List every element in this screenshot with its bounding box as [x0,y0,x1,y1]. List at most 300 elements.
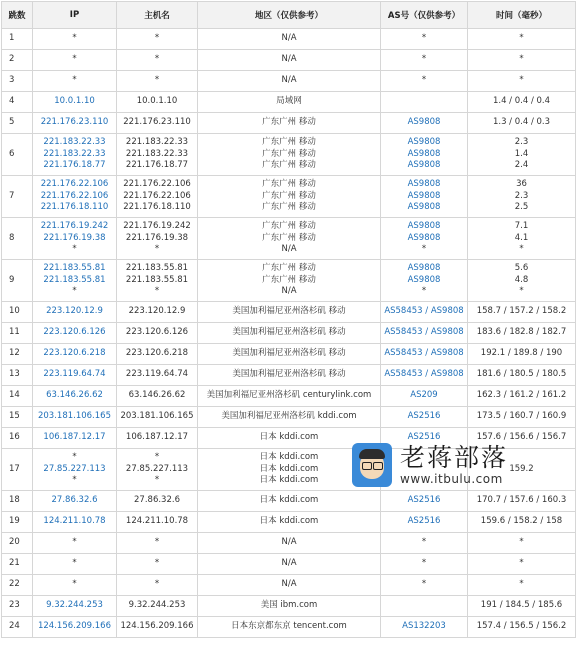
hop-number: 16 [9,432,20,443]
traceroute-table [1,1,576,638]
region-value: 广东广州 移动 [262,190,316,201]
as-cell [381,134,468,176]
table-row [2,71,576,92]
region-value: 日本 kddi.com [259,463,319,474]
as-link[interactable]: AS9808 [407,202,441,213]
as-value: * [421,286,427,297]
hostname-value: 27.86.32.6 [134,495,180,506]
time-cell [468,365,576,386]
region-cell [198,323,381,344]
as-value [423,600,426,612]
ip-cell [33,134,117,176]
hop-number: 13 [9,369,20,380]
ip-cell [33,260,117,302]
ip-link[interactable]: 223.120.12.9 [46,306,103,317]
time-value: 157.6 / 156.6 / 156.7 [476,432,567,443]
header-hostname: 主机名 [117,2,198,29]
time-value: * [519,558,524,569]
ip-cell [33,554,117,575]
hostname-value: * [154,475,160,486]
hostname-value: * [154,75,160,86]
hop-cell [2,29,33,50]
region-value: 日本 kddi.com [259,516,319,527]
region-value: 广东广州 移动 [262,148,316,159]
hostname-cell [117,218,198,260]
hostname-value: * [154,579,160,590]
hop-number: 23 [9,600,20,611]
hostname-cell [117,323,198,344]
time-cell [468,617,576,638]
as-cell [381,176,468,218]
time-cell [468,71,576,92]
time-cell [468,134,576,176]
hostname-cell [117,596,198,617]
hostname-value: 9.32.244.253 [128,600,186,611]
as-link[interactable]: AS9808 [407,117,441,128]
hop-number: 12 [9,348,20,359]
table-row [2,596,576,617]
hop-number: 7 [9,190,15,201]
hop-cell [2,554,33,575]
as-value [423,464,426,476]
as-cell [381,596,468,617]
ip-cell [33,113,117,134]
time-value: 162.3 / 161.2 / 161.2 [476,390,567,401]
hostname-cell [117,554,198,575]
hop-cell [2,92,33,113]
region-value: 广东广州 移动 [262,117,316,128]
time-cell [468,554,576,575]
time-value: 4.1 [514,232,529,243]
ip-cell [33,302,117,323]
hostname-value: 63.146.26.62 [128,390,186,401]
as-link[interactable]: AS9808 [407,160,441,171]
time-value: 4.8 [514,274,529,285]
hostname-cell [117,260,198,302]
ip-cell [33,71,117,92]
as-link[interactable]: AS209 [410,390,438,401]
ip-value: * [72,286,77,297]
table-row [2,512,576,533]
header-region: 地区（仅供参考） [198,2,381,29]
ip-link[interactable]: 10.0.1.10 [54,96,95,107]
ip-link[interactable]: 223.120.6.126 [43,327,106,338]
table-row [2,50,576,71]
as-link[interactable]: AS58453 / AS9808 [384,306,464,317]
as-cell [381,617,468,638]
time-cell [468,533,576,554]
time-value: * [519,244,524,255]
region-cell [198,260,381,302]
time-cell [468,176,576,218]
hop-number: 1 [9,33,15,44]
hostname-value: * [154,244,160,255]
ip-value: * [72,475,77,486]
region-cell [198,596,381,617]
hop-number: 14 [9,390,20,401]
hop-number: 19 [9,516,20,527]
hop-cell [2,260,33,302]
region-value: 日本 kddi.com [259,452,319,463]
hop-cell [2,218,33,260]
region-value: 广东广州 移动 [262,179,316,190]
table-header-row [2,2,576,29]
hostname-value: 223.120.6.126 [125,327,189,338]
region-cell [198,71,381,92]
hostname-value: 10.0.1.10 [136,96,178,107]
as-cell [381,386,468,407]
hop-number: 20 [9,537,20,548]
hop-number: 22 [9,579,20,590]
as-link[interactable]: AS58453 / AS9808 [384,348,464,359]
as-value: * [421,54,427,65]
ip-link[interactable]: 9.32.244.253 [46,600,103,611]
hostname-value: 27.85.227.113 [125,463,189,474]
hop-number: 24 [9,621,20,632]
region-value: N/A [281,286,297,297]
hop-cell [2,449,33,491]
as-cell [381,491,468,512]
ip-cell [33,218,117,260]
time-cell [468,386,576,407]
region-cell [198,218,381,260]
as-cell [381,407,468,428]
ip-cell [33,407,117,428]
as-value: * [421,558,427,569]
as-cell [381,344,468,365]
ip-cell [33,344,117,365]
ip-link[interactable]: 223.120.6.218 [43,348,106,359]
hostname-cell [117,533,198,554]
time-cell [468,575,576,596]
time-cell [468,407,576,428]
hostname-value: 221.176.19.38 [125,232,189,243]
ip-link[interactable]: 106.187.12.17 [43,432,106,443]
time-value: 1.4 / 0.4 / 0.4 [492,96,551,107]
hostname-value: 221.176.18.110 [123,202,191,213]
table-row [2,323,576,344]
ip-cell [33,428,117,449]
table-row [2,365,576,386]
time-cell [468,323,576,344]
ip-link[interactable]: 221.176.22.106 [40,179,109,190]
time-cell [468,113,576,134]
as-value: * [421,75,427,86]
ip-link[interactable]: 223.119.64.74 [43,369,106,380]
region-value: 日本 kddi.com [259,432,319,443]
ip-cell [33,512,117,533]
ip-cell [33,533,117,554]
hop-number: 8 [9,232,15,243]
region-value: N/A [281,75,297,86]
ip-cell [33,617,117,638]
region-cell [198,533,381,554]
as-link[interactable]: AS2516 [407,495,441,506]
hop-cell [2,407,33,428]
header-time: 时间（毫秒） [468,2,576,29]
ip-link[interactable]: 221.176.18.110 [40,202,109,213]
region-value: 美国加利福尼亚州洛杉矶 移动 [232,369,346,380]
time-value: 2.4 [514,160,529,171]
hostname-cell [117,71,198,92]
region-cell [198,344,381,365]
hop-cell [2,533,33,554]
ip-cell [33,491,117,512]
as-link[interactable]: AS9808 [407,221,441,232]
hostname-value: 221.176.22.106 [123,179,191,190]
hop-cell [2,575,33,596]
region-value: 广东广州 移动 [262,202,316,213]
ip-link[interactable]: 27.85.227.113 [43,463,106,474]
ip-link[interactable]: 221.183.55.81 [43,274,106,285]
time-cell [468,491,576,512]
hop-number: 9 [9,274,15,285]
region-cell [198,113,381,134]
as-link[interactable]: AS9808 [407,148,441,159]
ip-value: * [72,33,77,44]
region-value: 广东广州 移动 [262,232,316,243]
hostname-value: * [154,33,160,44]
as-cell [381,365,468,386]
region-value: 局域网 [276,96,302,107]
ip-link[interactable]: 221.183.22.33 [43,148,106,159]
as-link[interactable]: AS9808 [407,179,441,190]
hostname-value: 221.176.18.77 [125,160,189,171]
table-row [2,218,576,260]
as-link[interactable]: AS58453 / AS9808 [384,327,464,338]
region-cell [198,491,381,512]
hostname-cell [117,365,198,386]
hop-cell [2,386,33,407]
region-value: 日本 kddi.com [259,495,319,506]
table-row [2,617,576,638]
hop-cell [2,113,33,134]
ip-cell [33,92,117,113]
hop-cell [2,176,33,218]
hostname-value: 223.120.6.218 [125,348,189,359]
table-row [2,386,576,407]
hostname-value: 221.183.55.81 [125,274,189,285]
time-value: 7.1 [514,221,529,232]
ip-link[interactable]: 221.183.22.33 [43,137,106,148]
hostname-cell [117,134,198,176]
as-link[interactable]: AS132203 [402,621,446,632]
as-cell [381,449,468,491]
hostname-value: * [154,286,160,297]
as-cell [381,323,468,344]
ip-cell [33,176,117,218]
hostname-value: 124.156.209.166 [120,621,194,632]
time-value: * [519,54,524,65]
hop-cell [2,428,33,449]
as-cell [381,71,468,92]
time-value: 5.6 [514,263,529,274]
ip-link[interactable]: 221.176.22.106 [40,190,109,201]
table-row [2,575,576,596]
time-cell [468,428,576,449]
ip-link[interactable]: 124.156.209.166 [37,621,111,632]
ip-link[interactable]: 221.176.19.242 [40,221,109,232]
ip-cell [33,50,117,71]
ip-link[interactable]: 63.146.26.62 [46,390,103,401]
hostname-cell [117,512,198,533]
region-cell [198,449,381,491]
header-hop: 跳数 [2,2,33,29]
hop-number: 3 [9,75,15,86]
as-link[interactable]: AS2516 [407,411,441,422]
table-row [2,29,576,50]
hop-number: 11 [9,327,20,338]
time-cell [468,29,576,50]
ip-value: * [72,244,77,255]
time-value: 2.3 [514,137,529,148]
hop-number: 18 [9,495,20,506]
time-value: 183.6 / 182.8 / 182.7 [476,327,567,338]
region-value: 美国加利福尼亚州洛杉矶 移动 [232,306,346,317]
ip-link[interactable]: 221.176.18.77 [43,160,106,171]
ip-link[interactable]: 221.176.19.38 [43,232,106,243]
hostname-cell [117,407,198,428]
region-value: N/A [281,537,297,548]
time-value: * [519,579,524,590]
hostname-value: 221.176.22.106 [123,190,191,201]
table-row [2,491,576,512]
as-cell [381,533,468,554]
hostname-cell [117,29,198,50]
hop-cell [2,596,33,617]
as-cell [381,50,468,71]
time-value: * [519,75,524,86]
as-value [423,452,426,464]
table-row [2,344,576,365]
region-value: N/A [281,558,297,569]
region-value: 广东广州 移动 [262,221,316,232]
hop-cell [2,491,33,512]
hostname-value: * [154,537,160,548]
region-cell [198,617,381,638]
region-value: 美国 ibm.com [260,600,318,611]
hop-cell [2,617,33,638]
region-cell [198,575,381,596]
hostname-value: * [154,558,160,569]
hostname-value: 221.183.22.33 [125,148,189,159]
ip-value: * [72,54,77,65]
region-value: 广东广州 移动 [262,274,316,285]
table-row [2,554,576,575]
hostname-value: 203.181.106.165 [120,411,194,422]
as-link[interactable]: AS9808 [407,263,441,274]
time-cell [468,596,576,617]
ip-link[interactable]: 221.183.55.81 [43,263,106,274]
region-value: 美国加利福尼亚州洛杉矶 移动 [232,327,346,338]
hostname-cell [117,428,198,449]
region-cell [198,176,381,218]
as-value: * [421,244,427,255]
region-cell [198,50,381,71]
time-cell [468,449,576,491]
as-value: * [421,33,427,44]
as-link[interactable]: AS9808 [407,190,441,201]
region-value: N/A [281,579,297,590]
region-value: 美国加利福尼亚州洛杉矶 centurylink.com [206,390,372,401]
region-value: N/A [281,54,297,65]
hostname-value: 223.119.64.74 [125,369,189,380]
hop-number: 17 [9,463,20,474]
hostname-value: 221.176.23.110 [123,117,191,128]
table-body [2,29,576,638]
time-cell [468,92,576,113]
hop-number: 10 [9,306,20,317]
ip-cell [33,29,117,50]
table-row [2,533,576,554]
time-value: 159.6 / 158.2 / 158 [480,516,563,527]
hostname-cell [117,575,198,596]
hop-number: 6 [9,148,15,159]
hostname-value: 223.120.12.9 [128,306,186,317]
as-cell [381,260,468,302]
as-cell [381,554,468,575]
ip-value: * [72,558,77,569]
hop-number: 5 [9,117,15,128]
as-link[interactable]: AS9808 [407,274,441,285]
ip-cell [33,386,117,407]
hop-cell [2,323,33,344]
as-link[interactable]: AS58453 / AS9808 [384,369,464,380]
ip-cell [33,575,117,596]
region-value: N/A [281,244,297,255]
ip-link[interactable]: 221.176.23.110 [40,117,109,128]
as-value: * [421,579,427,590]
hostname-cell [117,113,198,134]
as-cell [381,29,468,50]
as-link[interactable]: AS9808 [407,232,441,243]
region-cell [198,386,381,407]
as-cell [381,218,468,260]
ip-cell [33,365,117,386]
ip-value: * [72,452,77,463]
as-link[interactable]: AS2516 [407,516,441,527]
ip-link[interactable]: 27.86.32.6 [51,495,98,506]
time-value: 36 [516,179,527,190]
as-link[interactable]: AS2516 [407,432,441,443]
time-value [520,452,523,464]
hostname-cell [117,449,198,491]
region-cell [198,428,381,449]
time-value: 192.1 / 189.8 / 190 [480,348,563,359]
ip-cell [33,596,117,617]
ip-value: * [72,75,77,86]
ip-link[interactable]: 203.181.106.165 [37,411,111,422]
region-value: 日本东京都东京 tencent.com [231,621,347,632]
as-value: * [421,537,427,548]
watermark-title: 老蒋部落 [400,443,509,472]
hostname-cell [117,386,198,407]
time-value: * [519,537,524,548]
hop-number: 4 [9,96,15,107]
as-value [423,475,426,487]
hop-cell [2,302,33,323]
region-value: N/A [281,33,297,44]
ip-value: * [72,537,77,548]
time-cell [468,260,576,302]
table-row [2,92,576,113]
ip-link[interactable]: 124.211.10.78 [43,516,106,527]
as-link[interactable]: AS9808 [407,137,441,148]
hostname-value: 221.183.55.81 [125,263,189,274]
hop-cell [2,71,33,92]
time-value: 157.4 / 156.5 / 156.2 [476,621,567,632]
region-cell [198,365,381,386]
